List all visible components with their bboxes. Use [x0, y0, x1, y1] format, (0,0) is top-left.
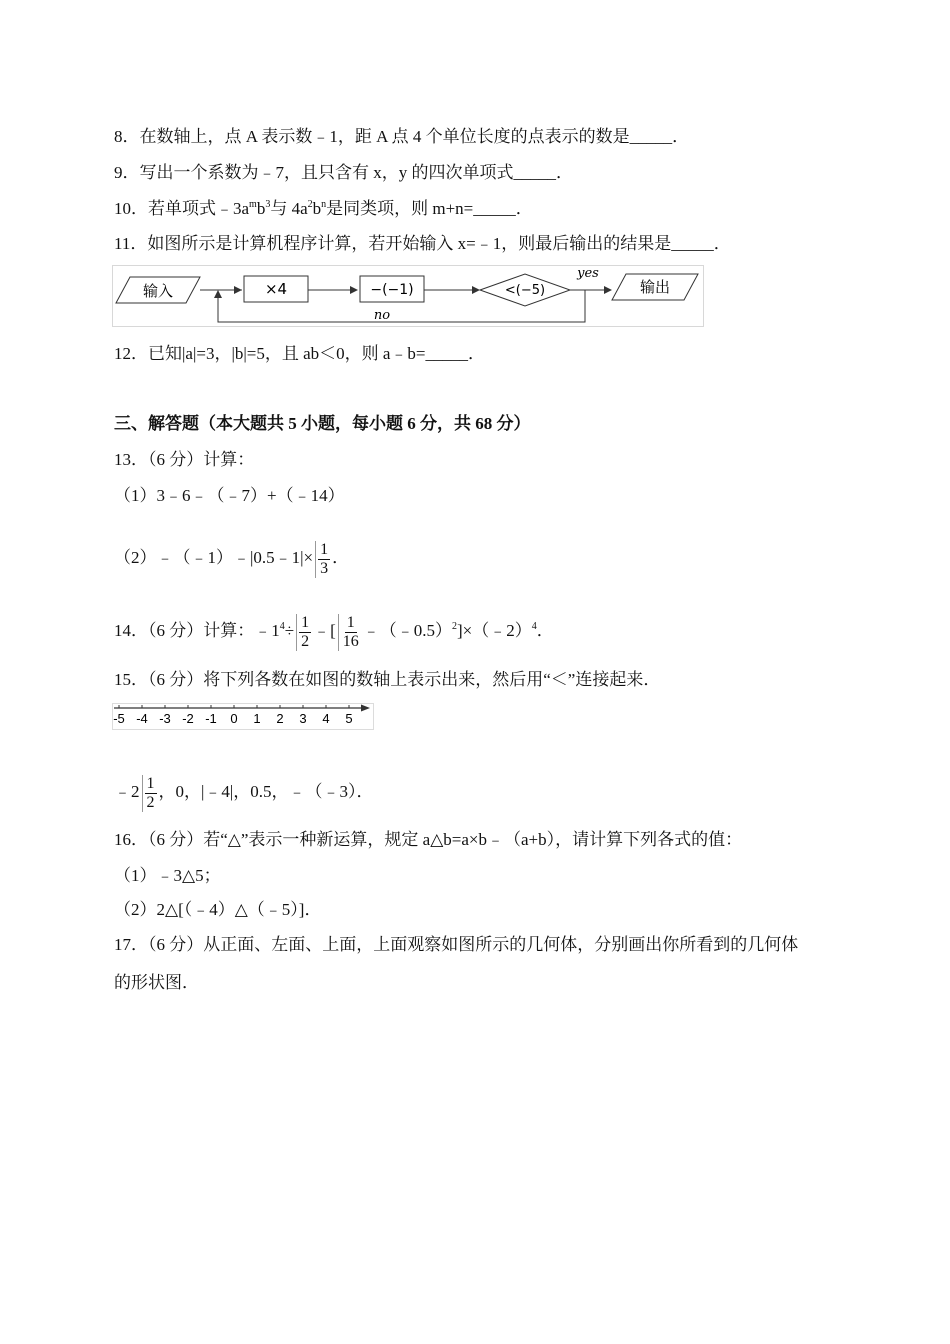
question-10 [114, 198, 533, 220]
q14-text: ﹣[ [313, 621, 336, 640]
q10-exp: 3 [265, 199, 271, 210]
q14-text: ÷ [284, 621, 295, 640]
question-8: 8．在数轴上，点 A 表示数﹣1，距 A 点 4 个单位长度的点表示的数是_____． [114, 127, 690, 146]
q13-2-text: （2）﹣（﹣1）﹣|0.5﹣1|× [114, 548, 314, 567]
flow-output-label: 输出 [639, 278, 671, 296]
question-9: 9．写出一个系数为﹣7，且只含有 x，y 的四次单项式_____． [114, 163, 573, 182]
q14-text: ﹣（﹣0.5） [362, 621, 453, 640]
question-15: 15．（6 分）将下列各数在如图的数轴上表示出来，然后用“＜”连接起来． [114, 670, 661, 689]
fraction-denominator: 3 [320, 559, 329, 577]
q10-part: 10．若单项式﹣3a [114, 199, 250, 218]
number-line-tick-label: 5 [345, 711, 353, 726]
number-line-tick-label: -1 [205, 711, 217, 726]
question-17: 17．（6 分）从正面、左面、上面，上面观察如图所示的几何体，分别画出你所看到的几何体 [114, 935, 799, 954]
number-line-tick-label: 3 [299, 711, 307, 726]
fraction-numerator: 1 [301, 613, 310, 631]
q13-2-text: ． [332, 548, 350, 567]
fraction-numerator: 1 [320, 540, 329, 558]
question-13-part-2 [114, 538, 349, 578]
fraction-denominator: 16 [342, 632, 359, 650]
number-line-tick-label: -2 [182, 711, 194, 726]
flow-times4-label: ×4 [264, 280, 288, 298]
fraction-denominator: 2 [146, 793, 155, 811]
question-13-part-1: （1）3﹣6﹣（﹣7）+（﹣14） [114, 486, 345, 505]
number-line-tick-label: 2 [276, 711, 284, 726]
q10-part: b [256, 199, 266, 218]
q10-part: b [312, 199, 322, 218]
q14-text: ]×（﹣2） [457, 621, 532, 640]
q14-exp: 4 [531, 621, 537, 632]
q15-text: ﹣2 [114, 782, 140, 801]
fraction-numerator: 1 [146, 774, 155, 792]
fraction [338, 614, 361, 651]
flowchart-diagram [112, 265, 704, 327]
q10-exp: n [321, 199, 327, 210]
q10-part: 与 4a [270, 199, 308, 218]
flow-no-label: no [373, 308, 391, 323]
fraction [315, 541, 330, 578]
flow-yes-label: yes [577, 266, 599, 281]
number-line-tick-label: 4 [322, 711, 330, 726]
q14-text: ． [536, 621, 554, 640]
question-14 [114, 611, 554, 651]
q14-text: 14．（6 分）计算：﹣1 [114, 621, 280, 640]
fraction-denominator: 2 [301, 632, 310, 650]
number-line-tick-label: -4 [136, 711, 148, 726]
q10-exp: 2 [307, 199, 313, 210]
number-line-tick-label: 0 [230, 711, 238, 726]
q15-text: ，0，|﹣4|，0.5，﹣（﹣3）． [158, 782, 374, 801]
question-15-numbers [114, 772, 374, 812]
fraction-numerator: 1 [346, 613, 355, 631]
fraction [296, 614, 311, 651]
number-line-tick-label: -5 [113, 711, 125, 726]
fraction [142, 775, 157, 812]
flow-input-label: 输入 [142, 282, 174, 300]
number-line-tick-label: 1 [253, 711, 261, 726]
number-line [112, 703, 374, 730]
q14-exp: 4 [279, 621, 285, 632]
question-12: 12．已知|a|=3，|b|=5，且 ab＜0，则 a﹣b=_____． [114, 344, 486, 363]
section-3-heading: 三、解答题（本大题共 5 小题，每小题 6 分，共 68 分） [114, 414, 531, 433]
flow-minus-label: −(−1) [370, 282, 414, 298]
q10-exp: m [249, 199, 257, 210]
flow-decision-label: <(−5) [504, 283, 546, 298]
question-16: 16．（6 分）若“△”表示一种新运算，规定 a△b=a×b﹣（a+b），请计算下列各式的值： [114, 830, 743, 849]
question-16-part-2: （2）2△[（﹣4）△（﹣5）]． [114, 900, 322, 919]
question-17-continued: 的形状图． [114, 973, 199, 992]
question-13: 13．（6 分）计算： [114, 450, 255, 469]
q14-exp: 2 [452, 621, 458, 632]
q10-part: 是同类项，则 m+n=_____． [326, 199, 533, 218]
number-line-tick-label: -3 [159, 711, 171, 726]
question-11: 11．如图所示是计算机程序计算，若开始输入 x=﹣1，则最后输出的结果是_____． [114, 234, 731, 253]
question-16-part-1: （1）﹣3△5； [114, 866, 221, 885]
